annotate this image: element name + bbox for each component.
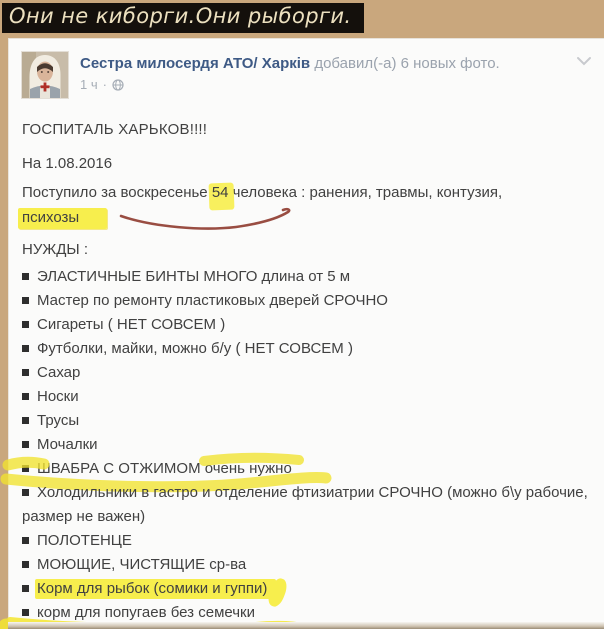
nurse-avatar-image <box>22 52 68 98</box>
square-bullet-icon <box>22 561 29 568</box>
item-text: Футболки, майки, можно б/у ( НЕТ СОВСЕМ ) <box>37 340 353 357</box>
square-bullet-icon <box>22 369 29 376</box>
globe-icon <box>112 79 124 91</box>
psychosis-line <box>22 205 588 230</box>
square-bullet-icon <box>22 609 29 616</box>
list-item-fish-food-highlighted <box>22 577 588 601</box>
list-item <box>22 433 588 457</box>
square-bullet-icon <box>22 489 29 496</box>
timestamp-link[interactable]: 1 ч <box>80 77 98 92</box>
chevron-down-icon <box>576 56 592 66</box>
item-text: Мочалки <box>37 436 98 453</box>
admissions-line <box>22 180 588 205</box>
item-text: корм для попугаев без семечки <box>37 604 255 621</box>
list-item <box>22 289 588 313</box>
photo-bottom-edge <box>8 622 604 629</box>
red-pen-underline <box>118 205 308 229</box>
caption-text: Они не киборги.Они рыборги. <box>9 4 352 28</box>
admissions-after: человека : ранения, травмы, контузия, <box>228 184 503 201</box>
item-text: Холодильники в гастро и отделение фтизиатрии СРОЧНО (можно б\у рабочие, размер не важен) <box>22 484 588 525</box>
square-bullet-icon <box>22 465 29 472</box>
item-text: ПОЛОТЕНЦЕ <box>37 532 132 549</box>
list-item <box>22 409 588 433</box>
item-text: Сахар <box>37 364 81 381</box>
item-text: Носки <box>37 388 79 405</box>
list-item <box>22 385 588 409</box>
admissions-count-highlighted: 54 <box>211 184 229 201</box>
post-card <box>8 38 604 629</box>
list-item <box>22 337 588 361</box>
item-text: Корм для рыбок (сомики и гуппи) <box>35 579 276 599</box>
square-bullet-icon <box>22 393 29 400</box>
square-bullet-icon <box>22 585 29 592</box>
square-bullet-icon <box>22 345 29 352</box>
item-text: Мастер по ремонту пластиковых дверей СРОЧНО <box>37 292 388 309</box>
list-item <box>22 481 588 529</box>
psychosis-word-highlighted: психозы <box>18 208 107 229</box>
item-text: Трусы <box>37 412 80 429</box>
list-item <box>22 553 588 577</box>
needs-label: НУЖДЫ : <box>22 241 88 258</box>
list-item <box>22 529 588 553</box>
needs-list <box>22 265 588 625</box>
item-text: ШВАБРА С ОТЖИМОМ очень нужно <box>37 460 292 477</box>
list-item <box>22 361 588 385</box>
dot-separator: · <box>102 77 107 92</box>
post-menu-button[interactable] <box>576 56 592 66</box>
item-text: МОЮЩИЕ, ЧИСТЯЩИЕ ср-ва <box>37 556 247 573</box>
square-bullet-icon <box>22 297 29 304</box>
post-action-text: добавил(-а) 6 новых фото. <box>314 55 500 72</box>
square-bullet-icon <box>22 417 29 424</box>
square-bullet-icon <box>22 537 29 544</box>
item-text: Сигареты ( НЕТ СОВСЕМ ) <box>37 316 226 333</box>
post-headline: ГОСПИТАЛЬ ХАРЬКОВ!!!! <box>22 121 208 138</box>
item-text: ЭЛАСТИЧНЫЕ БИНТЫ МНОГО длина от 5 м <box>37 268 351 285</box>
square-bullet-icon <box>22 273 29 280</box>
square-bullet-icon <box>22 321 29 328</box>
admissions-before: Поступило за воскресенье <box>22 184 212 201</box>
date-line: На 1.08.2016 <box>22 155 113 172</box>
post-body <box>8 99 604 625</box>
avatar[interactable] <box>21 51 69 99</box>
timestamp-row <box>80 77 500 92</box>
caption-bar <box>2 3 364 33</box>
header-text <box>80 51 500 99</box>
post-header <box>8 38 604 99</box>
square-bullet-icon <box>22 441 29 448</box>
list-item-mop-highlighted <box>22 457 588 481</box>
list-item <box>22 313 588 337</box>
author-link[interactable]: Сестра милосердя АТО/ Харків <box>80 55 311 72</box>
list-item <box>22 265 588 289</box>
